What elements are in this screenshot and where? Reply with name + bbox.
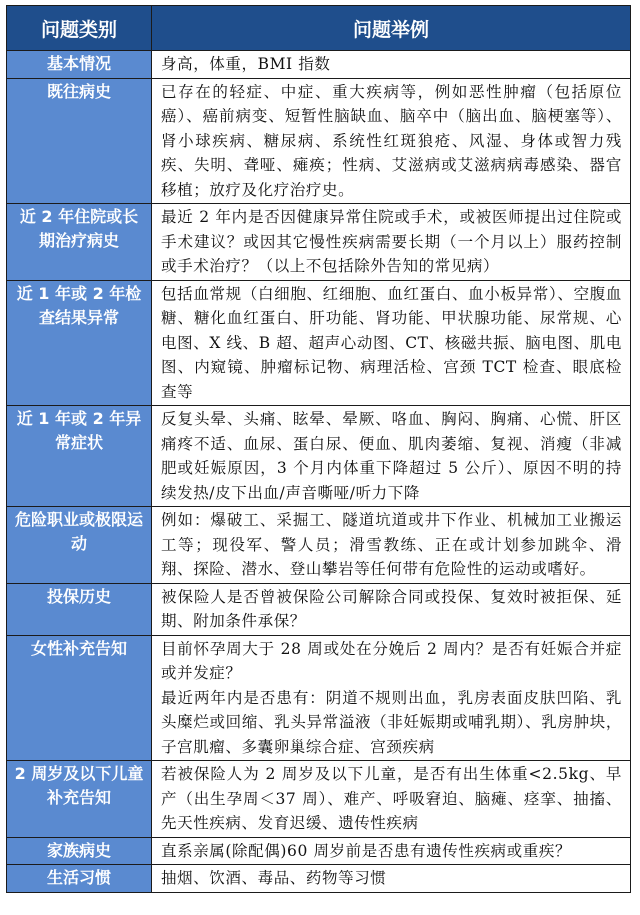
example-text: 最近 2 年内是否因健康异常住院或手术，或被医师提出过住院或手术建议？或因其它慢性疾病需要长期（一个月以上）服药控制或手术治疗？（以上不包括除外告知的常见病） [161, 208, 622, 275]
table-row [7, 204, 631, 281]
category-cell: 近 1 年或 2 年检查结果异常 [7, 280, 152, 406]
category-cell: 女性补充告知 [7, 635, 152, 761]
header-example: 问题举例 [152, 6, 631, 51]
example-cell [152, 78, 631, 204]
example-text: 抽烟、饮酒、毒品、药物等习惯 [161, 869, 387, 887]
example-text: 被保险人是否曾被保险公司解除合同或投保、复效时被拒保、延期、附加条件承保？ [161, 587, 622, 630]
table-row [7, 51, 631, 79]
table-row [7, 865, 631, 893]
table-row [7, 583, 631, 635]
category-cell: 2 周岁及以下儿童补充告知 [7, 761, 152, 838]
example-cell [152, 583, 631, 635]
category-cell: 既往病史 [7, 78, 152, 204]
category-cell: 近 1 年或 2 年异常症状 [7, 406, 152, 507]
example-cell [152, 51, 631, 79]
example-text: 包括血常规（白细胞、红细胞、血红蛋白、血小板异常）、空腹血糖、糖化血红蛋白、肝功能、肾功能、甲状腺功能、尿常规、心电图、X 线、B 超、超声心动图、CT、核磁共振、脑电图、肌电图、内窥镜、肿瘤标记物、病理活检、宫颈 TCT 检查、眼底检查等 [161, 284, 622, 401]
example-text: 已存在的轻症、中症、重大疾病等，例如恶性肿瘤（包括原位癌）、癌前病变、短暂性脑缺血、脑卒中（脑出血、脑梗塞等）、肾小球疾病、糖尿病、系统性红斑狼疮、风湿、身体或智力残疾、失明、聋哑、瘫痪；性病、艾滋病或艾滋病病毒感染、器官移植；放疗及化疗治疗史。 [161, 82, 622, 199]
example-text: 身高，体重，BMI 指数 [161, 55, 331, 73]
example-text: 目前怀孕周大于 28 周或处在分娩后 2 周内？是否有妊娠合并症或并发症？ [161, 639, 622, 682]
example-text: 直系亲属(除配偶)60 周岁前是否患有遗传性疾病或重疾？ [161, 841, 572, 860]
table-row [7, 837, 631, 865]
header-category: 问题类别 [7, 6, 152, 51]
header-row [7, 6, 631, 51]
category-cell: 生活习惯 [7, 865, 152, 893]
example-cell [152, 865, 631, 893]
example-cell [152, 507, 631, 584]
category-cell: 基本情况 [7, 51, 152, 79]
example-cell [152, 280, 631, 406]
example-cell [152, 406, 631, 507]
table-row [7, 507, 631, 584]
table-row [7, 635, 631, 761]
example-text: 若被保险人为 2 周岁及以下儿童，是否有出生体重<2.5kg、早产（出生孕周＜37 周）、难产、呼吸窘迫、脑瘫、痉挛、抽搐、先天性疾病、发育迟缓、遗传性疾病 [161, 765, 622, 832]
table-row [7, 406, 631, 507]
risk-disclosure-table [6, 5, 631, 893]
category-cell: 家族病史 [7, 837, 152, 865]
example-cell [152, 837, 631, 865]
table-row [7, 280, 631, 406]
table-row [7, 78, 631, 204]
category-cell: 危险职业或极限运动 [7, 507, 152, 584]
example-text: 例如：爆破工、采掘工、隧道坑道或井下作业、机械加工业搬运工等；现役军、警人员；滑雪教练、正在或计划参加跳伞、滑翔、探险、潜水、登山攀岩等任何带有危险性的运动或嗜好。 [161, 511, 622, 578]
category-cell: 投保历史 [7, 583, 152, 635]
table-row [7, 761, 631, 838]
example-cell [152, 204, 631, 281]
example-text: 反复头晕、头痛、眩晕、晕厥、咯血、胸闷、胸痛、心慌、肝区痛疼不适、血尿、蛋白尿、便血、肌肉萎缩、复视、消瘦（非减肥或妊娠原因，3 个月内体重下降超过 5 公斤）、原因不明的持续发热/皮下出血/声音嘶哑/听力下降 [161, 410, 622, 502]
category-cell: 近 2 年住院或长期治疗病史 [7, 204, 152, 281]
example-cell [152, 635, 631, 761]
example-text: 最近两年内是否患有：阴道不规则出血，乳房表面皮肤凹陷、乳头糜烂或回缩、乳头异常溢液（非妊娠期或哺乳期）、乳房肿块，子宫肌瘤、多囊卵巢综合症、宫颈疾病 [161, 688, 622, 756]
example-cell [152, 761, 631, 838]
